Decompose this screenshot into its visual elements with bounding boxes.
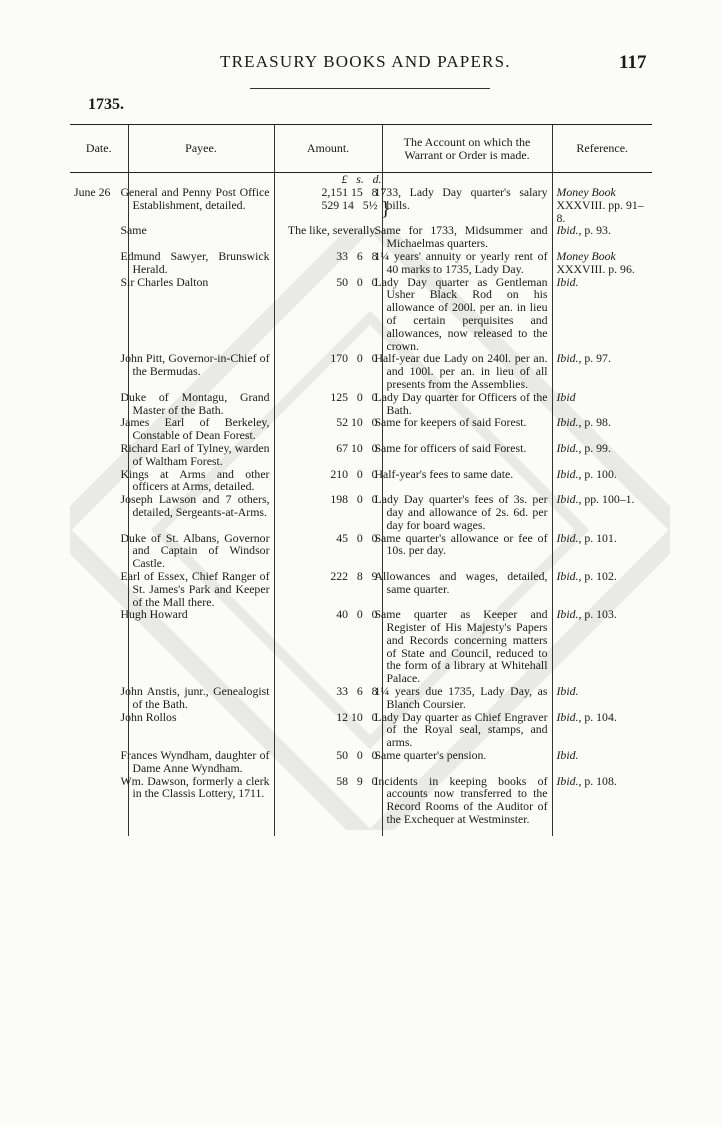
- row-payee: John Anstis, junr., Genealogist of the Bath.: [128, 685, 274, 711]
- row-account: Same for 1733, Midsummer and Michaelmas quarters.: [382, 224, 552, 250]
- row-amount: [274, 250, 382, 276]
- row-amount: [274, 391, 382, 417]
- amount-value: 198 0 0: [330, 492, 378, 507]
- row-payee: Same: [128, 224, 274, 250]
- row-payee: Frances Wyndham, daughter of Dame Anne Wyndham.: [128, 749, 274, 775]
- amount-value: 125 0 0: [330, 389, 378, 404]
- row-amount: [274, 532, 382, 570]
- table-row: [70, 186, 652, 224]
- table-row: [70, 608, 652, 685]
- row-account: Lady Day quarter as Chief Engraver of the Royal seal, stamps, and arms.: [382, 711, 552, 749]
- row-account: 1¼ years' annuity or yearly rent of 40 marks to 1735, Lady Day.: [382, 250, 552, 276]
- row-date: June 26: [74, 185, 111, 199]
- reference-italic: Ibid.: [556, 274, 579, 289]
- row-payee: Joseph Lawson and 7 others, detailed, Sergeants-at-Arms.: [128, 493, 274, 531]
- running-head: [0, 52, 722, 78]
- row-account: Half-year's fees to same date.: [382, 468, 552, 494]
- header-amount: Amount.: [274, 125, 382, 173]
- row-reference: [552, 468, 652, 494]
- table-row: [70, 352, 652, 390]
- reference-italic: Money Book: [556, 185, 616, 199]
- row-amount: [274, 775, 382, 826]
- row-date: [70, 391, 128, 417]
- row-date: [70, 224, 128, 250]
- reference-italic: Ibid.: [556, 773, 579, 788]
- reference-text: , p. 93.: [578, 223, 611, 238]
- row-reference: [552, 570, 652, 608]
- ledger-table: [70, 124, 652, 836]
- row-date: [70, 775, 128, 826]
- reference-italic: Ibid: [556, 389, 576, 404]
- row-payee: Wm. Dawson, formerly a clerk in the Classis Lottery, 1711.: [128, 775, 274, 826]
- table-row: [70, 224, 652, 250]
- row-account: Same quarter's allowance or fee of 10s. per day.: [382, 532, 552, 570]
- row-amount: [274, 224, 382, 250]
- table-row: [70, 442, 652, 468]
- row-reference: [552, 391, 652, 417]
- closing-row: [70, 826, 652, 836]
- row-payee: General and Penny Post Office Establishment, detailed.: [128, 186, 274, 224]
- reference-italic: Ibid.: [556, 607, 579, 622]
- row-account: Lady Day quarter's fees of 3s. per day and allowance of 2s. 6d. per day for board wages.: [382, 493, 552, 531]
- row-amount: [274, 749, 382, 775]
- amount-value: The like, severally.: [287, 223, 378, 238]
- row-payee: Sir Charles Dalton: [128, 276, 274, 353]
- reference-italic: Ibid.: [556, 440, 579, 455]
- row-reference: [552, 224, 652, 250]
- reference-text: , p. 102.: [578, 568, 617, 583]
- reference-text: , p. 101.: [578, 530, 617, 545]
- reference-italic: Ibid.: [556, 415, 579, 430]
- table-row: [70, 493, 652, 531]
- row-amount: [274, 352, 382, 390]
- reference-italic: Ibid.: [556, 351, 579, 366]
- reference-italic: Ibid.: [556, 223, 579, 238]
- table-row: [70, 468, 652, 494]
- amount-value: 50 0 0: [336, 748, 378, 763]
- row-payee: Richard Earl of Tylney, warden of Waltham Forest.: [128, 442, 274, 468]
- row-amount: [274, 276, 382, 353]
- reference-text: , p. 104.: [578, 709, 617, 724]
- row-date: [70, 250, 128, 276]
- reference-italic: Ibid.: [556, 709, 579, 724]
- row-payee: James Earl of Berkeley, Constable of Dean Forest.: [128, 416, 274, 442]
- reference-text: , pp. 100–1.: [578, 492, 635, 507]
- currency-header: £ s. d.: [274, 173, 382, 187]
- row-payee: Duke of St. Albans, Governor and Captain of Windsor Castle.: [128, 532, 274, 570]
- row-account: Same quarter as Keeper and Register of His Majesty's Papers and Records concerning matters of State and Council, reduced to the form of a library at Whitehall Palace.: [382, 608, 552, 685]
- row-payee: Edmund Sawyer, Brunswick Herald.: [128, 250, 274, 276]
- reference-italic: Ibid.: [556, 492, 579, 507]
- row-date: [70, 532, 128, 570]
- table-row: [70, 775, 652, 826]
- amount-value: 170 0 0: [330, 351, 378, 366]
- header-date: Date.: [70, 125, 128, 173]
- row-account: Lady Day quarter as Gentleman Usher Black Rod on his allowance of 200l. per an. in lieu of certain perquisites and allowances, now released to the crown.: [382, 276, 552, 353]
- header-reference: Reference.: [552, 125, 652, 173]
- reference-text: XXXVIII. p. 96.: [556, 261, 635, 276]
- reference-italic: Ibid.: [556, 466, 579, 481]
- amount-value: 210 0 0: [330, 466, 378, 481]
- reference-text: , p. 98.: [578, 415, 611, 430]
- reference-text: , p. 103.: [578, 607, 617, 622]
- row-account: 1¼ years due 1735, Lady Day, as Blanch Coursier.: [382, 685, 552, 711]
- brace-glyph: }: [380, 198, 391, 220]
- row-amount: [274, 416, 382, 442]
- reference-italic: Ibid.: [556, 530, 579, 545]
- running-title: TREASURY BOOKS AND PAPERS.: [220, 52, 511, 71]
- row-date: [70, 416, 128, 442]
- amount-value: 58 9 0: [336, 773, 378, 788]
- row-amount: [274, 685, 382, 711]
- row-date: [70, 749, 128, 775]
- row-amount: [274, 608, 382, 685]
- year-heading: 1735.: [88, 96, 124, 113]
- header-row: [70, 125, 652, 173]
- amount-value: 45 0 0: [336, 530, 378, 545]
- row-payee: John Pitt, Governor-in-Chief of the Bermudas.: [128, 352, 274, 390]
- header-payee: Payee.: [128, 125, 274, 173]
- row-payee: Duke of Montagu, Grand Master of the Bath.: [128, 391, 274, 417]
- amount-value: 67 10 0: [336, 440, 378, 455]
- spacer-row: [70, 173, 652, 187]
- header-account: The Account on which the Warrant or Order is made.: [382, 125, 552, 173]
- row-reference: [552, 250, 652, 276]
- row-date: [70, 608, 128, 685]
- row-date: [70, 570, 128, 608]
- table-row: [70, 749, 652, 775]
- row-date: [70, 493, 128, 531]
- row-reference: [552, 749, 652, 775]
- header-rule: [250, 88, 490, 89]
- reference-text: XXXVIII. pp. 91–8.: [556, 197, 644, 225]
- amount-value: 222 8 9: [330, 568, 378, 583]
- amount-value: 12 10 0: [336, 709, 378, 724]
- table-row: [70, 391, 652, 417]
- row-reference: [552, 532, 652, 570]
- row-reference: [552, 442, 652, 468]
- row-amount: [274, 493, 382, 531]
- row-account: Incidents in keeping books of accounts now transferred to the Record Rooms of the Auditor of the Exchequer at Westminster.: [382, 775, 552, 826]
- page-number: 117: [619, 52, 647, 73]
- row-amount: [274, 442, 382, 468]
- row-account: 1733, Lady Day quarter's salary bills.: [382, 186, 552, 224]
- row-reference: [552, 685, 652, 711]
- row-amount: [274, 468, 382, 494]
- ledger-body: [70, 173, 652, 836]
- row-payee: Hugh Howard: [128, 608, 274, 685]
- table-row: [70, 276, 652, 353]
- row-date: [70, 276, 128, 353]
- table-row: [70, 685, 652, 711]
- amount-value: 50 0 0: [336, 274, 378, 289]
- amount-value: 2,151 15 8 529 14 5½: [321, 185, 378, 212]
- table-row: [70, 532, 652, 570]
- row-account: Same for keepers of said Forest.: [382, 416, 552, 442]
- table-row: [70, 711, 652, 749]
- row-account: Same for officers of said Forest.: [382, 442, 552, 468]
- reference-text: , p. 99.: [578, 440, 611, 455]
- row-date: [70, 468, 128, 494]
- table-row: [70, 570, 652, 608]
- row-date: [70, 685, 128, 711]
- reference-italic: Ibid.: [556, 684, 579, 699]
- amount-value: 33 6 8: [336, 248, 378, 263]
- reference-italic: Ibid.: [556, 568, 579, 583]
- row-date: [70, 352, 128, 390]
- row-reference: [552, 493, 652, 531]
- row-amount: [274, 570, 382, 608]
- row-date: [70, 711, 128, 749]
- row-reference: [552, 711, 652, 749]
- row-reference: [552, 775, 652, 826]
- reference-text: , p. 97.: [578, 351, 611, 366]
- row-account: Half-year due Lady on 240l. per an. and 100l. per an. in lieu of all presents from the Assemblies.: [382, 352, 552, 390]
- reference-text: , p. 100.: [578, 466, 617, 481]
- row-payee: Earl of Essex, Chief Ranger of St. James's Park and Keeper of the Mall there.: [128, 570, 274, 608]
- row-date: [70, 442, 128, 468]
- row-account: Same quarter's pension.: [382, 749, 552, 775]
- row-payee: Kings at Arms and other officers at Arms, detailed.: [128, 468, 274, 494]
- row-reference: [552, 186, 652, 224]
- reference-text: , p. 108.: [578, 773, 617, 788]
- reference-italic: Ibid.: [556, 748, 579, 763]
- amount-value: 33 6 8: [336, 684, 378, 699]
- row-amount: [274, 711, 382, 749]
- row-reference: [552, 416, 652, 442]
- row-reference: [552, 352, 652, 390]
- row-reference: [552, 608, 652, 685]
- row-amount: [274, 185, 391, 224]
- row-reference: [552, 276, 652, 353]
- row-account: Lady Day quarter for Officers of the Bath.: [382, 391, 552, 417]
- table-row: [70, 250, 652, 276]
- row-payee: John Rollos: [128, 711, 274, 749]
- reference-italic: Money Book: [556, 248, 616, 263]
- row-account: Allowances and wages, detailed, same quarter.: [382, 570, 552, 608]
- table-row: [70, 416, 652, 442]
- amount-value: 40 0 0: [336, 607, 378, 622]
- amount-value: 52 10 0: [336, 415, 378, 430]
